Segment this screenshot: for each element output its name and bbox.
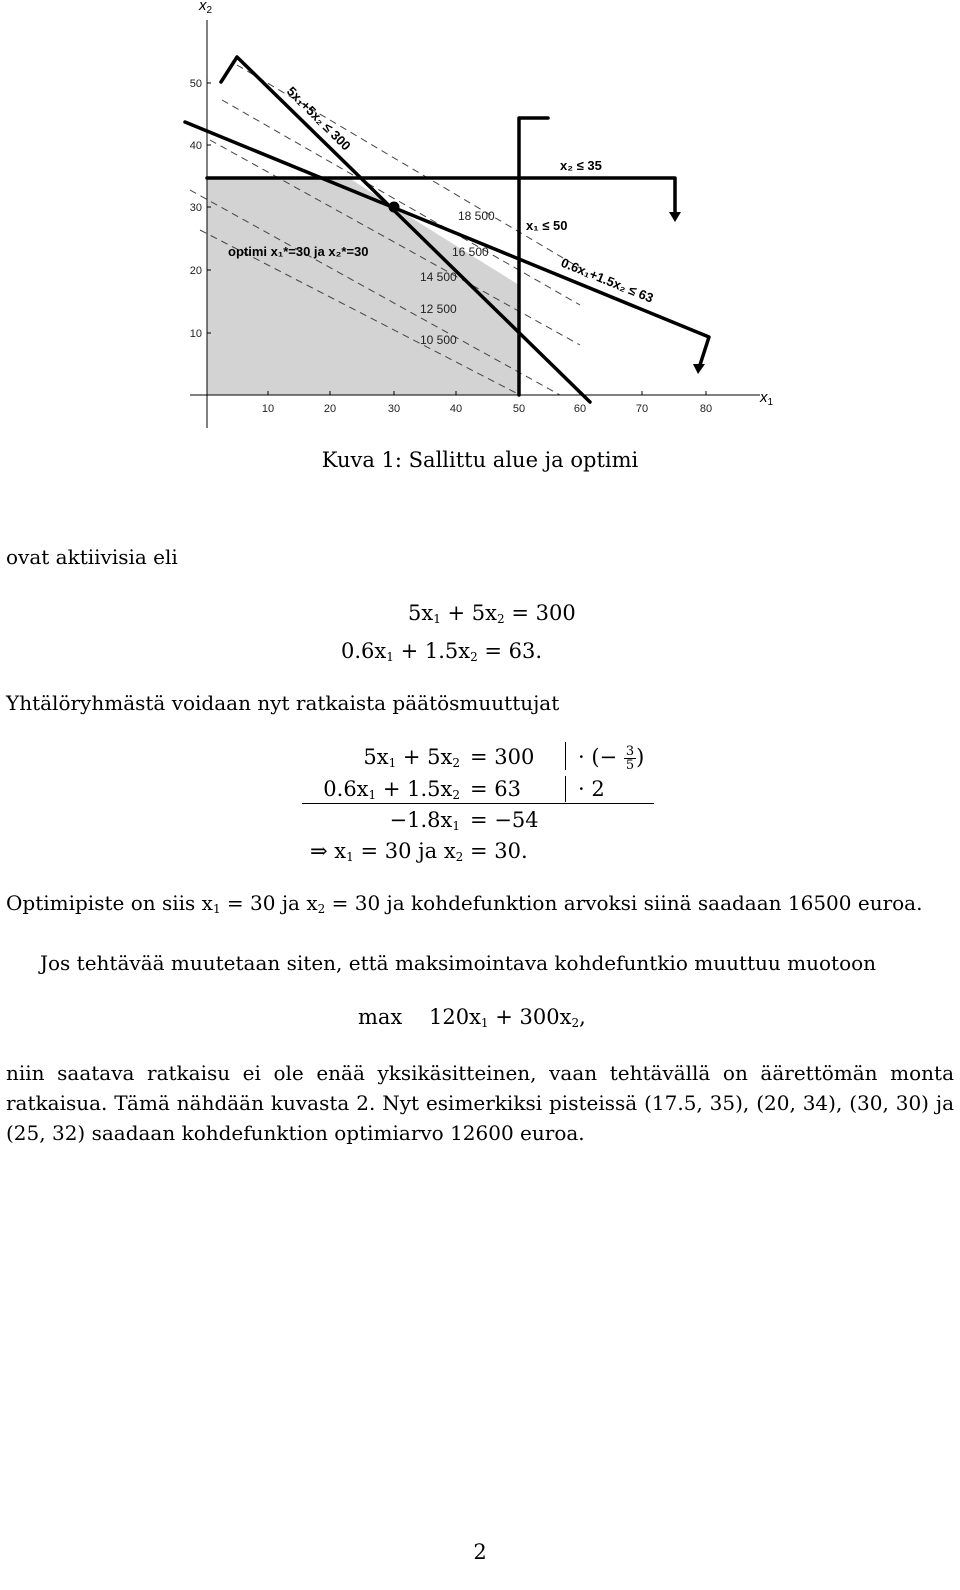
y-tick-label: 20 — [189, 265, 202, 277]
y-tick-label: 40 — [189, 140, 202, 152]
system-row-3-lhs: $-1.8x_1$ — [389, 808, 460, 833]
system-row-3-rhs: = −54 — [470, 808, 539, 832]
isoprofit-label: 14 500 — [420, 270, 457, 284]
system-row-1-rhs: = 300 — [470, 745, 535, 769]
optimum-label: optimi x₁*=30 ja x₂*=30 — [228, 244, 369, 259]
y-tick-label: 10 — [189, 328, 202, 340]
x-tick-label: 40 — [449, 403, 463, 415]
system-result: ⇒ $x_1 = 30$ ja $x_2 = 30$. — [310, 839, 528, 864]
isoprofit-label: 16 500 — [452, 245, 489, 259]
feasible-region-figure — [0, 0, 960, 440]
figure-caption: Kuva 1: Sallittu alue ja optimi — [321, 448, 639, 472]
paragraph-conclusion: niin saatava ratkaisu ei ole enää yksikäsitteinen, vaan tehtävällä on äärettömän monta ratkaisua. Tämä nähdään kuvasta 2. Nyt esimerkiksi pisteissä (17.5, 35), (20, 34), (30, 30) ja (25, 32) saadaan kohdefunktion optimiarvo 12600 euroa. — [6, 1061, 954, 1145]
isoprofit-label: 10 500 — [420, 333, 457, 347]
equation-2: $0.6x_1 + 1.5x_2 = 63$. — [341, 639, 543, 664]
objective-max: max $120x_1 + 300x_2$, — [358, 1005, 586, 1030]
system-row-1-operation: · (− $\frac{3}{5}$ ) — [578, 744, 645, 773]
paragraph-optimum: Optimipiste on siis $x_1 = 30$ ja $x_2 = 30$ ja kohdefunktion arvoksi siinä saadaan 16500 euroa. — [6, 891, 923, 916]
isoprofit-label: 12 500 — [420, 302, 457, 316]
x-tick-label: 10 — [261, 403, 275, 415]
y-axis-label: $x_2$ — [199, 0, 213, 16]
x-tick-label: 20 — [323, 403, 337, 415]
x-axis-label: $x_1$ — [760, 389, 774, 408]
x-tick-label: 30 — [387, 403, 401, 415]
constraint-label-2: x₂ ≤ 35 — [560, 158, 602, 173]
x-tick-label: 50 — [512, 403, 526, 415]
constraint-label-3: x₁ ≤ 50 — [526, 218, 568, 233]
page-number: 2 — [473, 1540, 487, 1564]
optimum-point — [389, 202, 400, 213]
constraint-line-3 — [519, 118, 548, 395]
system-row-2-rhs: = 63 — [470, 777, 521, 801]
paragraph-modified: Jos tehtävää muutetaan siten, että maksimointava kohdefuntkio muuttuu muotoon — [40, 951, 877, 975]
constraint-label-1: 5x₁+5x₂ ≤ 300 — [283, 83, 354, 154]
equation-system — [0, 742, 960, 862]
paragraph-active: ovat aktiivisia eli — [6, 545, 178, 569]
equation-1: $5x_1 + 5x_2 = 300$ — [408, 601, 576, 626]
system-row-2-lhs: $0.6x_1 + 1.5x_2$ — [323, 777, 460, 802]
system-sum-line — [302, 803, 654, 804]
isoprofit-label: 18 500 — [458, 209, 495, 223]
y-tick-label: 50 — [189, 78, 202, 90]
system-row-2-operation: · 2 — [578, 777, 605, 801]
y-tick-label: 30 — [189, 202, 202, 214]
x-tick-label: 60 — [573, 403, 587, 415]
system-row-1-lhs: $5x_1 + 5x_2$ — [363, 745, 460, 770]
constraint-label-4: 0.6x₁+1.5x₂ ≤ 63 — [558, 254, 656, 306]
x-tick-label: 80 — [699, 403, 713, 415]
x-tick-label: 70 — [635, 403, 649, 415]
paragraph-solve: Yhtälöryhmästä voidaan nyt ratkaista päätösmuuttujat — [6, 691, 560, 715]
